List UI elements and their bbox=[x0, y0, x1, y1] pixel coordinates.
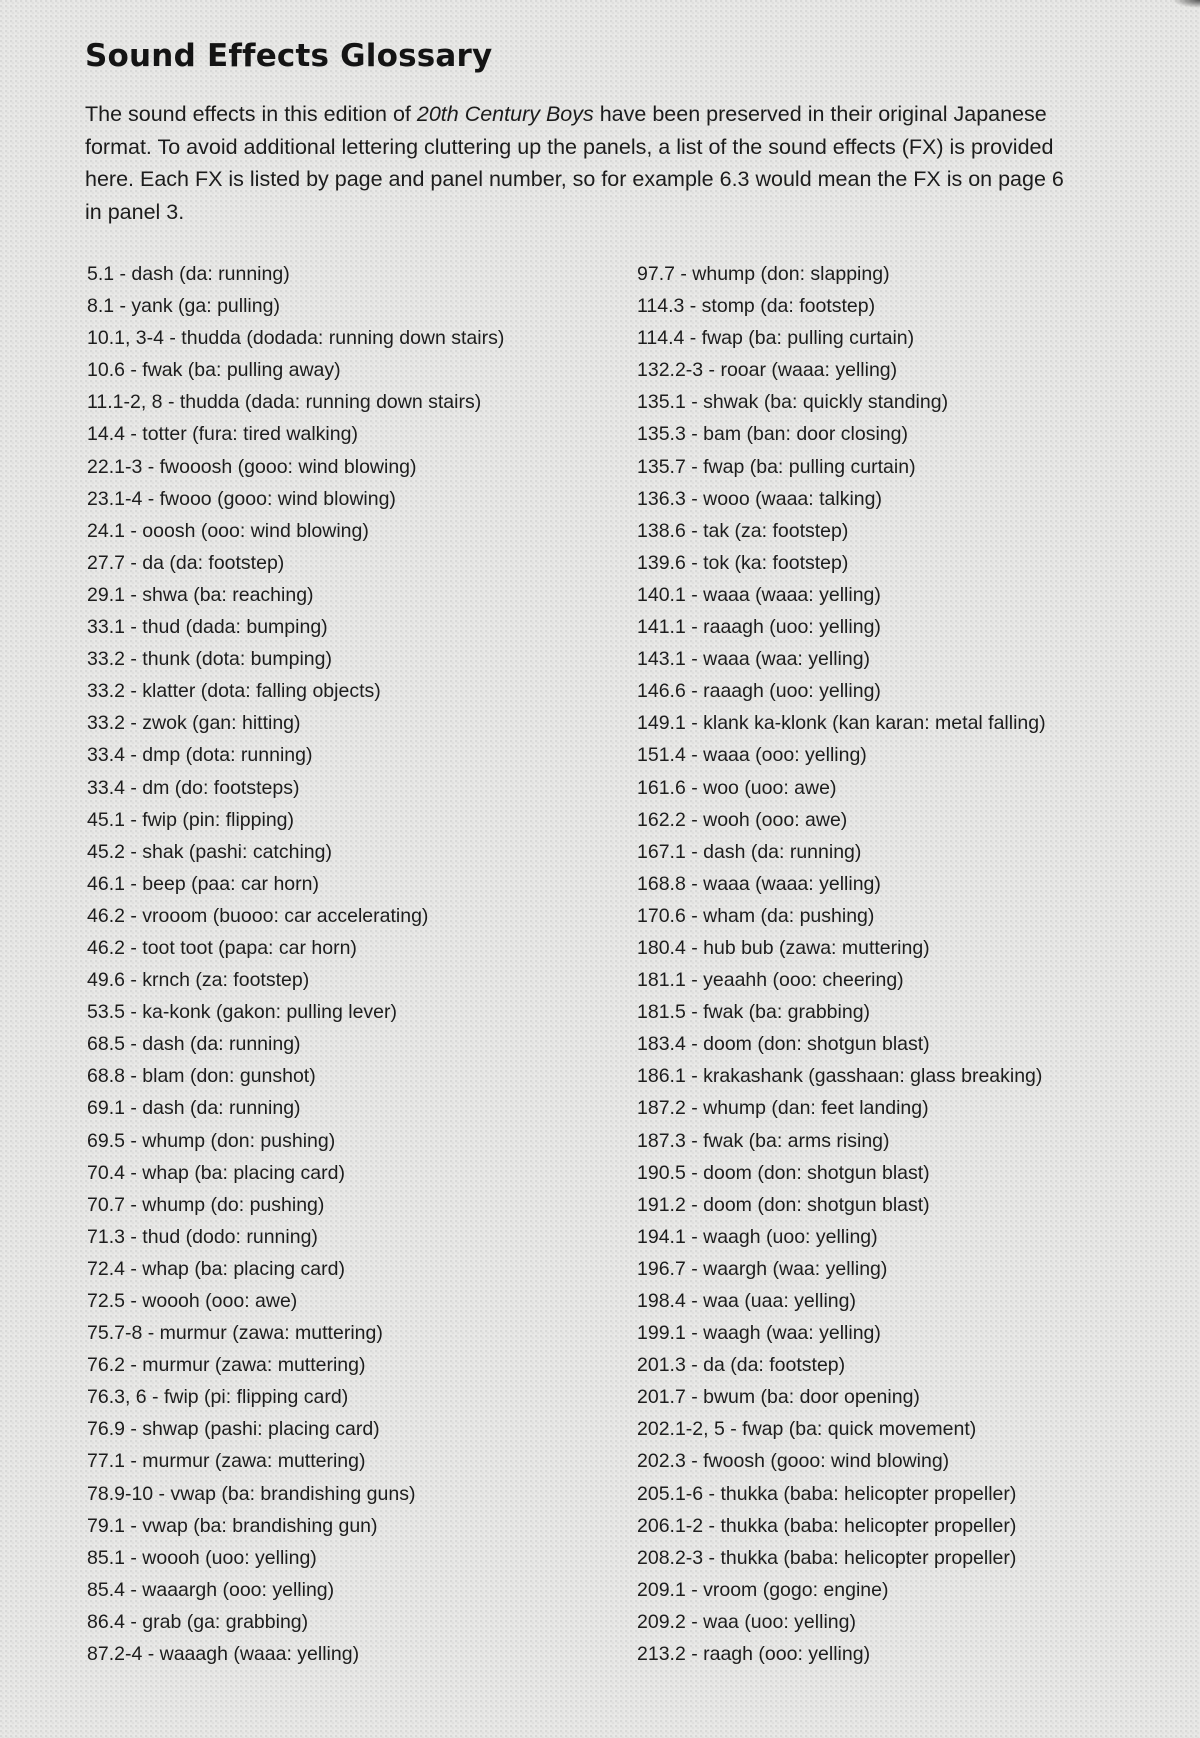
glossary-entry: 10.6 - fwak (ba: pulling away) bbox=[87, 359, 341, 382]
glossary-entry: 202.3 - fwoosh (gooo: wind blowing) bbox=[637, 1450, 950, 1473]
glossary-entry: 183.4 - doom (don: shotgun blast) bbox=[637, 1033, 930, 1056]
glossary-entry: 161.6 - woo (uoo: awe) bbox=[637, 776, 837, 799]
glossary-entry: 209.2 - waa (uoo: yelling) bbox=[637, 1610, 856, 1633]
glossary-entry: 97.7 - whump (don: slapping) bbox=[637, 263, 890, 285]
glossary-entry: 79.1 - vwap (ba: brandishing gun) bbox=[87, 1514, 378, 1537]
book-title: 20th Century Boys bbox=[416, 102, 594, 126]
glossary-entry: 136.3 - wooo (waaa: talking) bbox=[637, 487, 882, 510]
glossary-entry: 53.5 - ka-konk (gakon: pulling lever) bbox=[87, 1001, 397, 1024]
glossary-entry: 190.5 - doom (don: shotgun blast) bbox=[637, 1161, 930, 1184]
glossary-entry: 33.4 - dm (do: footsteps) bbox=[87, 776, 300, 799]
glossary-entry: 149.1 - klank ka-klonk (kan karan: metal falling) bbox=[637, 712, 1046, 735]
glossary-entry: 198.4 - waa (uaa: yelling) bbox=[637, 1290, 856, 1312]
glossary-entry: 86.4 - grab (ga: grabbing) bbox=[87, 1610, 309, 1633]
glossary-entry: 132.2-3 - rooar (waaa: yelling) bbox=[637, 359, 898, 382]
glossary-entry: 29.1 - shwa (ba: reaching) bbox=[87, 583, 314, 606]
glossary-entry: 46.1 - beep (paa: car horn) bbox=[87, 872, 319, 895]
glossary-entry: 135.7 - fwap (ba: pulling curtain) bbox=[637, 455, 916, 478]
glossary-entry: 187.3 - fwak (ba: arms rising) bbox=[637, 1129, 890, 1152]
glossary-entry: 49.6 - krnch (za: footstep) bbox=[87, 969, 310, 992]
glossary-entry: 5.1 - dash (da: running) bbox=[87, 263, 290, 285]
scan-corner-mark bbox=[1172, 0, 1200, 8]
glossary-columns bbox=[87, 258, 1127, 1670]
glossary-entry: 194.1 - waagh (uoo: yelling) bbox=[637, 1225, 878, 1248]
glossary-entry: 33.2 - zwok (gan: hitting) bbox=[87, 712, 301, 735]
page-title: Sound Effects Glossary bbox=[85, 38, 493, 74]
glossary-entry: 209.1 - vroom (gogo: engine) bbox=[637, 1578, 889, 1601]
glossary-entry: 208.2-3 - thukka (baba: helicopter propeller) bbox=[637, 1546, 1017, 1569]
glossary-entry: 205.1-6 - thukka (baba: helicopter propeller) bbox=[637, 1482, 1017, 1505]
glossary-left-column bbox=[87, 258, 637, 1670]
glossary-entry: 72.5 - woooh (ooo: awe) bbox=[87, 1290, 298, 1312]
glossary-entry: 68.8 - blam (don: gunshot) bbox=[87, 1065, 316, 1088]
glossary-entry: 181.1 - yeaahh (ooo: cheering) bbox=[637, 969, 904, 992]
glossary-entry: 77.1 - murmur (zawa: muttering) bbox=[87, 1450, 366, 1473]
glossary-page bbox=[85, 36, 1125, 228]
glossary-entry: 170.6 - wham (da: pushing) bbox=[637, 904, 875, 927]
glossary-entry: 201.7 - bwum (ba: door opening) bbox=[637, 1386, 920, 1409]
intro-paragraph bbox=[85, 98, 1085, 228]
glossary-entry: 78.9-10 - vwap (ba: brandishing guns) bbox=[87, 1482, 416, 1505]
glossary-entry: 71.3 - thud (dodo: running) bbox=[87, 1225, 318, 1248]
glossary-entry: 75.7-8 - murmur (zawa: muttering) bbox=[87, 1322, 383, 1345]
glossary-entry: 46.2 - toot toot (papa: car horn) bbox=[87, 936, 357, 959]
glossary-entry: 85.4 - waaargh (ooo: yelling) bbox=[87, 1578, 335, 1601]
glossary-entry: 22.1-3 - fwooosh (gooo: wind blowing) bbox=[87, 455, 417, 478]
glossary-entry: 186.1 - krakashank (gasshaan: glass breaking) bbox=[637, 1065, 1043, 1088]
glossary-entry: 69.5 - whump (don: pushing) bbox=[87, 1129, 336, 1152]
glossary-entry: 135.1 - shwak (ba: quickly standing) bbox=[637, 391, 949, 414]
glossary-entry: 33.4 - dmp (dota: running) bbox=[87, 744, 313, 767]
glossary-entry: 201.3 - da (da: footstep) bbox=[637, 1354, 846, 1377]
glossary-entry: 167.1 - dash (da: running) bbox=[637, 840, 862, 863]
glossary-entry: 24.1 - ooosh (ooo: wind blowing) bbox=[87, 519, 369, 542]
glossary-entry: 23.1-4 - fwooo (gooo: wind blowing) bbox=[87, 487, 396, 510]
glossary-entry: 76.9 - shwap (pashi: placing card) bbox=[87, 1418, 380, 1441]
intro-text-after: have been preserved in their original Japanese format. To avoid additional lettering cluttering up the panels, a list of the sound effects (FX) is provided here. Each FX is listed by page and panel number, so for example 6.3 would mean the FX is on page 6 in panel 3. bbox=[85, 102, 1064, 224]
glossary-entry: 141.1 - raaagh (uoo: yelling) bbox=[637, 616, 881, 639]
glossary-entry: 45.2 - shak (pashi: catching) bbox=[87, 840, 332, 863]
glossary-entry: 33.2 - klatter (dota: falling objects) bbox=[87, 680, 381, 703]
glossary-entry: 139.6 - tok (ka: footstep) bbox=[637, 551, 849, 574]
glossary-entry: 187.2 - whump (dan: feet landing) bbox=[637, 1097, 929, 1120]
glossary-entry: 46.2 - vrooom (buooo: car accelerating) bbox=[87, 904, 429, 927]
glossary-entry: 85.1 - woooh (uoo: yelling) bbox=[87, 1546, 317, 1569]
glossary-entry: 14.4 - totter (fura: tired walking) bbox=[87, 423, 358, 446]
glossary-entry: 69.1 - dash (da: running) bbox=[87, 1097, 301, 1120]
glossary-entry: 199.1 - waagh (waa: yelling) bbox=[637, 1322, 881, 1345]
glossary-entry: 87.2-4 - waaagh (waaa: yelling) bbox=[87, 1643, 360, 1666]
glossary-entry: 76.2 - murmur (zawa: muttering) bbox=[87, 1354, 366, 1377]
glossary-entry: 135.3 - bam (ban: door closing) bbox=[637, 423, 908, 446]
glossary-entry: 143.1 - waaa (waa: yelling) bbox=[637, 648, 871, 671]
glossary-entry: 202.1-2, 5 - fwap (ba: quick movement) bbox=[637, 1418, 977, 1441]
glossary-entry: 213.2 - raagh (ooo: yelling) bbox=[637, 1643, 871, 1666]
glossary-entry: 162.2 - wooh (ooo: awe) bbox=[637, 808, 848, 831]
glossary-entry: 138.6 - tak (za: footstep) bbox=[637, 519, 849, 542]
glossary-entry: 114.4 - fwap (ba: pulling curtain) bbox=[637, 327, 915, 350]
glossary-entry: 70.7 - whump (do: pushing) bbox=[87, 1193, 325, 1216]
glossary-entry: 8.1 - yank (ga: pulling) bbox=[87, 295, 280, 318]
glossary-entry: 70.4 - whap (ba: placing card) bbox=[87, 1161, 345, 1184]
glossary-entry: 10.1, 3-4 - thudda (dodada: running down stairs) bbox=[87, 327, 505, 350]
glossary-entry: 181.5 - fwak (ba: grabbing) bbox=[637, 1001, 871, 1024]
glossary-entry: 146.6 - raaagh (uoo: yelling) bbox=[637, 680, 881, 703]
glossary-entry: 114.3 - stomp (da: footstep) bbox=[637, 295, 876, 318]
glossary-entry: 180.4 - hub bub (zawa: muttering) bbox=[637, 936, 930, 959]
glossary-right-column bbox=[637, 258, 1127, 1670]
glossary-entry: 140.1 - waaa (waaa: yelling) bbox=[637, 583, 881, 606]
glossary-entry: 151.4 - waaa (ooo: yelling) bbox=[637, 744, 867, 767]
glossary-entry: 191.2 - doom (don: shotgun blast) bbox=[637, 1193, 930, 1216]
glossary-entry: 72.4 - whap (ba: placing card) bbox=[87, 1257, 345, 1280]
glossary-entry: 27.7 - da (da: footstep) bbox=[87, 551, 285, 574]
glossary-entry: 45.1 - fwip (pin: flipping) bbox=[87, 808, 295, 831]
glossary-entry: 11.1-2, 8 - thudda (dada: running down stairs) bbox=[87, 391, 482, 414]
glossary-entry: 76.3, 6 - fwip (pi: flipping card) bbox=[87, 1386, 349, 1409]
glossary-entry: 68.5 - dash (da: running) bbox=[87, 1033, 301, 1056]
intro-text-before: The sound effects in this edition of bbox=[85, 102, 417, 126]
glossary-entry: 196.7 - waargh (waa: yelling) bbox=[637, 1257, 888, 1280]
glossary-entry: 206.1-2 - thukka (baba: helicopter propeller) bbox=[637, 1514, 1017, 1537]
glossary-entry: 33.1 - thud (dada: bumping) bbox=[87, 616, 328, 639]
glossary-entry: 168.8 - waaa (waaa: yelling) bbox=[637, 872, 881, 895]
glossary-entry: 33.2 - thunk (dota: bumping) bbox=[87, 648, 332, 671]
